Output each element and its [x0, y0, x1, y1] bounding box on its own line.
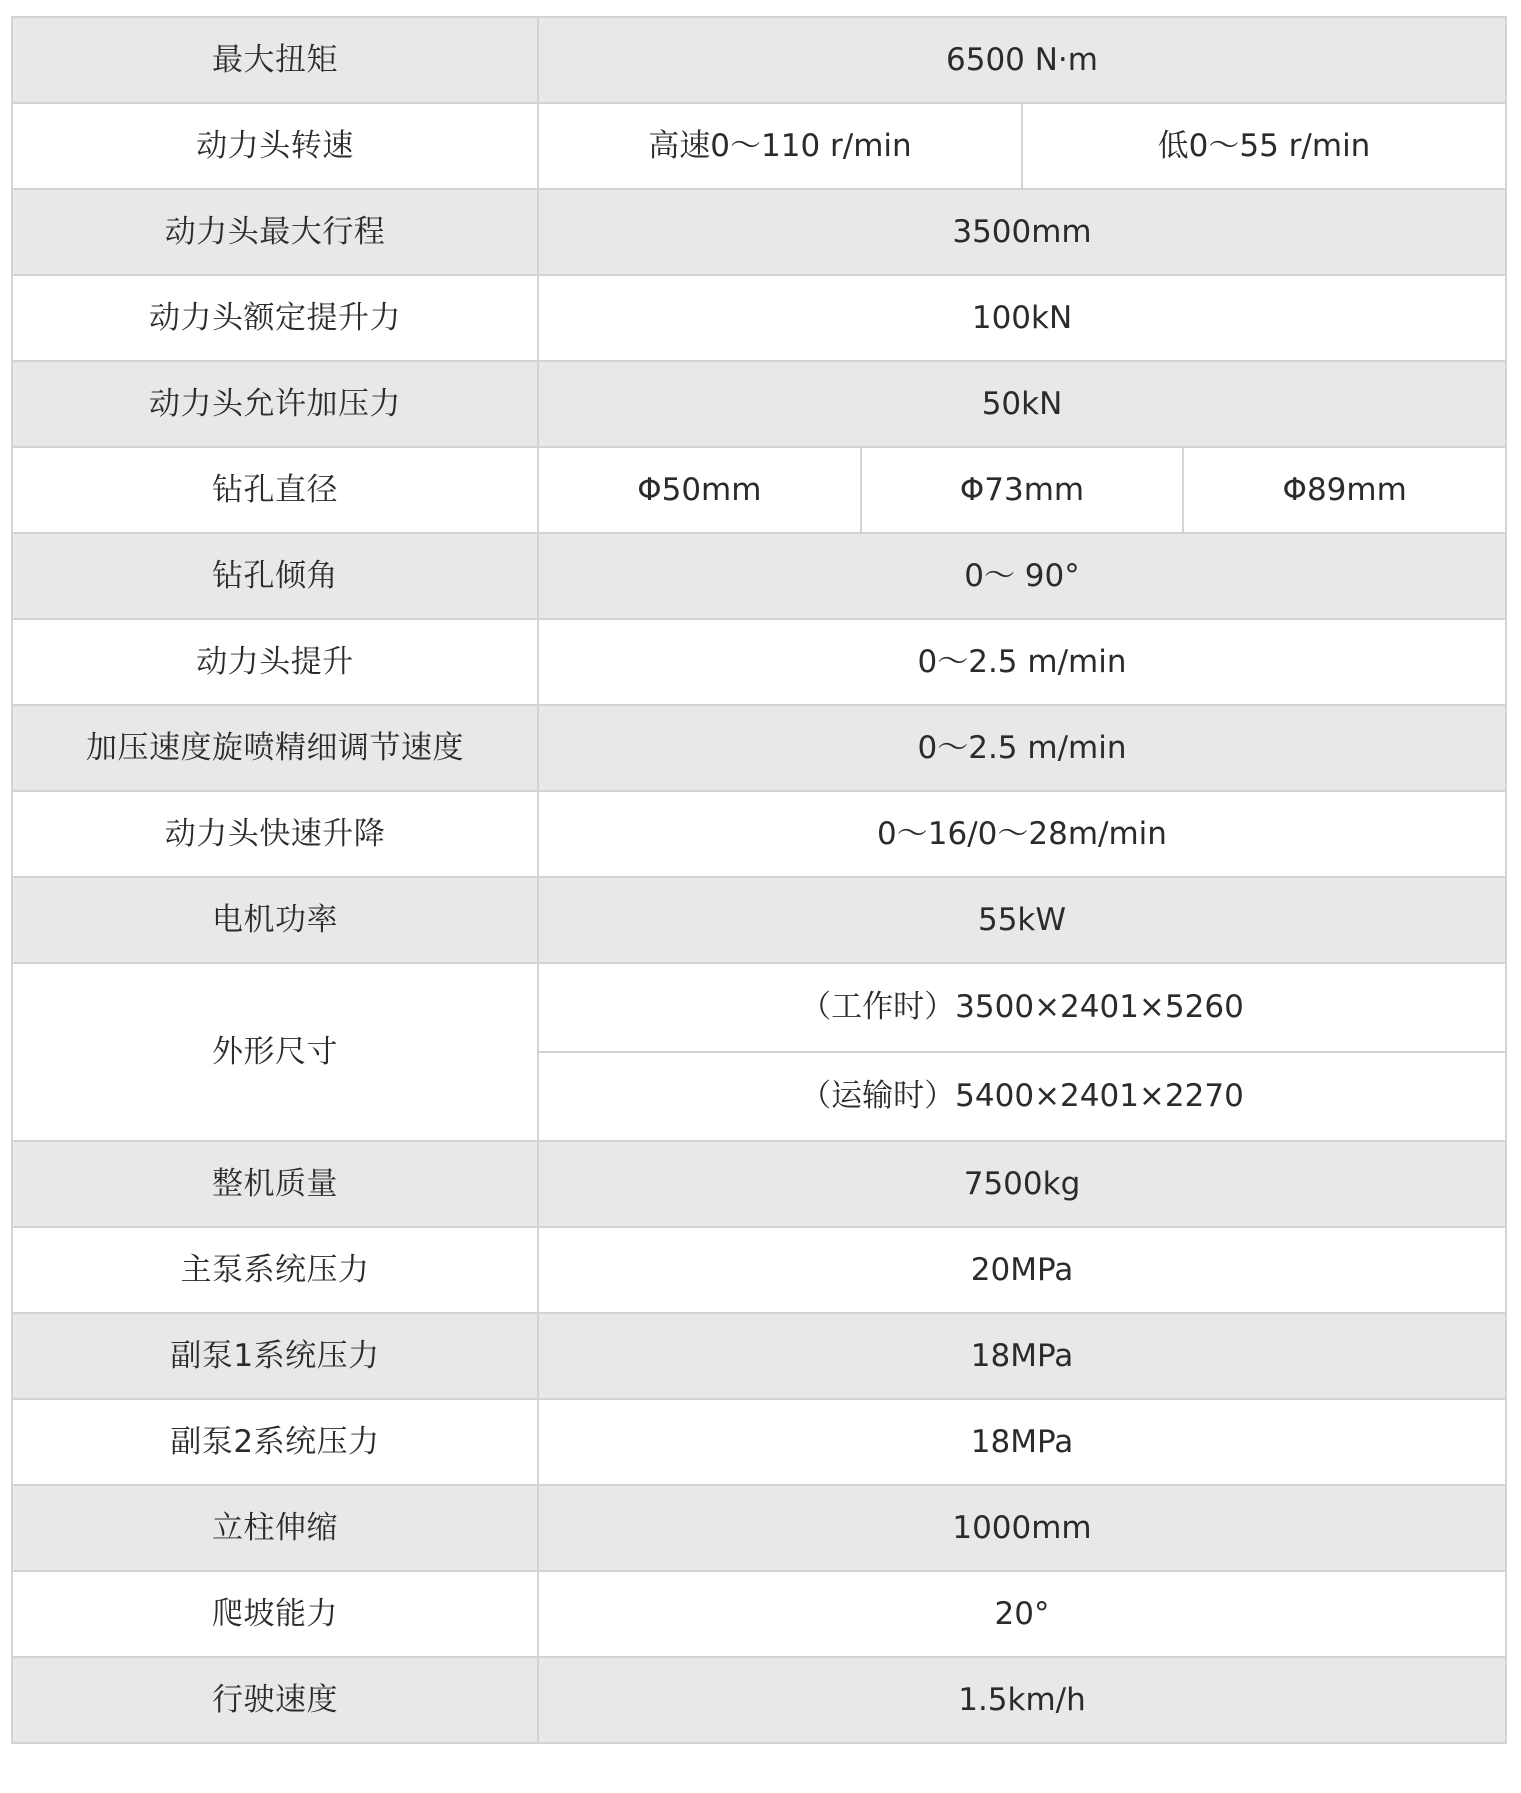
row-value: 0～16/0～28m/min	[538, 791, 1506, 877]
row-value: Φ89mm	[1182, 448, 1505, 532]
row-value: 0～2.5 m/min	[538, 705, 1506, 791]
row-label: 整机质量	[12, 1141, 538, 1227]
table-row	[12, 275, 1506, 361]
table-row	[12, 1485, 1506, 1571]
row-label: 主泵系统压力	[12, 1227, 538, 1313]
spec-table-container	[11, 16, 1507, 1744]
table-row	[12, 705, 1506, 791]
row-value: 低0～55 r/min	[1021, 104, 1505, 188]
row-label: 动力头提升	[12, 619, 538, 705]
row-label: 动力头最大行程	[12, 189, 538, 275]
row-label: 加压速度旋喷精细调节速度	[12, 705, 538, 791]
row-label: 动力头快速升降	[12, 791, 538, 877]
row-label: 钻孔倾角	[12, 533, 538, 619]
row-value: 1.5km/h	[538, 1657, 1506, 1743]
table-row	[12, 1141, 1506, 1227]
row-value: 7500kg	[538, 1141, 1506, 1227]
row-value: 50kN	[538, 361, 1506, 447]
table-row	[12, 103, 1506, 189]
table-row	[12, 963, 1506, 1141]
row-label: 动力头允许加压力	[12, 361, 538, 447]
row-value: 0～2.5 m/min	[538, 619, 1506, 705]
table-row	[12, 1571, 1506, 1657]
table-row	[12, 361, 1506, 447]
row-value: 3500mm	[538, 189, 1506, 275]
table-row	[12, 189, 1506, 275]
row-label: 钻孔直径	[12, 447, 538, 533]
row-label: 动力头额定提升力	[12, 275, 538, 361]
row-label: 副泵1系统压力	[12, 1313, 538, 1399]
row-value: 100kN	[538, 275, 1506, 361]
row-label: 动力头转速	[12, 103, 538, 189]
row-label: 电机功率	[12, 877, 538, 963]
table-row	[12, 1657, 1506, 1743]
row-value: 1000mm	[538, 1485, 1506, 1571]
row-value: 18MPa	[538, 1399, 1506, 1485]
table-row	[12, 791, 1506, 877]
row-value: Φ73mm	[860, 448, 1183, 532]
row-value: （运输时）5400×2401×2270	[539, 1051, 1505, 1140]
row-label: 爬坡能力	[12, 1571, 538, 1657]
row-value: （工作时）3500×2401×5260	[800, 989, 1244, 1026]
row-label: 外形尺寸	[12, 963, 538, 1141]
row-label: 最大扭矩	[12, 17, 538, 103]
row-label: 行驶速度	[12, 1657, 538, 1743]
table-row	[12, 447, 1506, 533]
table-row	[12, 877, 1506, 963]
table-row	[12, 533, 1506, 619]
row-value-split	[538, 103, 1506, 189]
row-label: 立柱伸缩	[12, 1485, 538, 1571]
row-value-split	[538, 447, 1506, 533]
table-row	[12, 619, 1506, 705]
row-value: 0～ 90°	[538, 533, 1506, 619]
table-row	[12, 17, 1506, 103]
spec-table	[11, 16, 1507, 1744]
table-row	[12, 1399, 1506, 1485]
row-label: 副泵2系统压力	[12, 1399, 538, 1485]
row-value-stack	[538, 963, 1506, 1141]
row-value: 高速0～110 r/min	[648, 127, 912, 164]
table-row	[12, 1227, 1506, 1313]
row-value: 20°	[538, 1571, 1506, 1657]
row-value: 6500 N·m	[538, 17, 1506, 103]
row-value: 20MPa	[538, 1227, 1506, 1313]
row-value: 18MPa	[538, 1313, 1506, 1399]
row-value: 55kW	[538, 877, 1506, 963]
table-row	[12, 1313, 1506, 1399]
row-value: Φ50mm	[637, 471, 762, 508]
